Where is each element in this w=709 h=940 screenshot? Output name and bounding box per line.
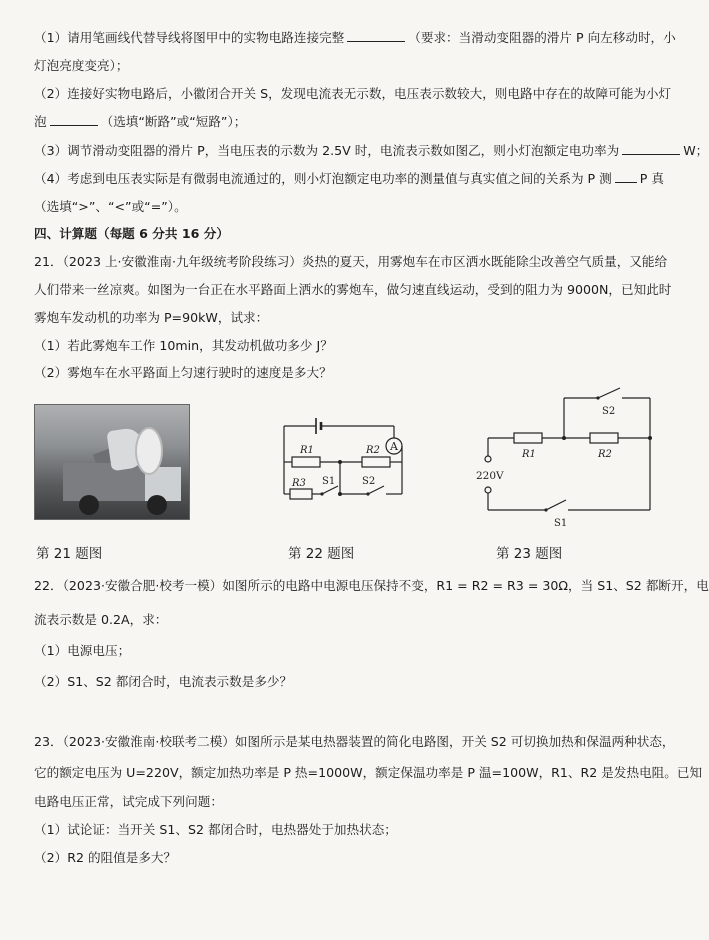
- q21-sub2: （2）雾炮车在水平路面上匀速行驶时的速度是多大？: [34, 365, 332, 380]
- q20-part1-requirement: （要求：当滑动变阻器的滑片 P 向左移动时，小: [408, 30, 676, 45]
- q22-line2: 流表示数是 0.2A，求：: [34, 612, 168, 627]
- answer-blank[interactable]: [622, 153, 680, 155]
- label-s2: S2: [602, 406, 616, 417]
- q21-line2: 人们带来一丝凉爽。如图为一台正在水平路面上洒水的雾炮车，做匀速直线运动，受到的阻力为 9000N，已知此时: [34, 282, 672, 297]
- answer-blank[interactable]: [347, 40, 405, 42]
- q21-line3: 雾炮车发动机的功率为 P=90kW，试求：: [34, 310, 269, 325]
- q20-part2-line: （2）连接好实物电路后，小徽闭合开关 S，发现电流表无示数，电压表示数较大，则电路中存在的故障可能为小灯: [34, 86, 672, 101]
- q20-part2-options: （选填“断路”或“短路”）；: [100, 114, 247, 129]
- caption-fig22: 第 22 题图: [288, 546, 355, 562]
- label-r3: R3: [292, 478, 306, 489]
- q20-part4-line: [34, 171, 664, 187]
- q23-sub1: （1）试论证：当开关 S1、S2 都闭合时，电热器处于加热状态；: [34, 822, 397, 837]
- q23-sub2: （2）R2 的阻值是多大？: [34, 850, 177, 865]
- circuit-diagram-22: [278, 412, 428, 512]
- q20-part4-text: （4）考虑到电压表实际是有微弱电流通过的，则小灯泡额定电功率的测量值与真实值之间的关系为 P 测: [34, 171, 612, 186]
- q20-part3-text: （3）调节滑动变阻器的滑片 P，当电压表的示数为 2.5V 时，电流表示数如图乙，则小灯泡额定电功率为: [34, 143, 620, 158]
- q20-part1-text: （1）请用笔画线代替导线将图甲中的实物电路连接完整: [34, 30, 345, 45]
- label-r2: R2: [366, 445, 380, 456]
- q21-sub1: （1）若此雾炮车工作 10min，其发动机做功多少 J？: [34, 338, 333, 353]
- label-s2: S2: [362, 476, 376, 487]
- label-voltage: 220V: [476, 470, 504, 482]
- answer-blank[interactable]: [50, 124, 98, 126]
- caption-fig23: 第 23 题图: [496, 546, 563, 562]
- fog-cannon-truck-photo: [34, 404, 190, 520]
- label-s1: S1: [322, 476, 336, 487]
- label-r2: R2: [598, 449, 612, 460]
- q20-part1-line: [34, 30, 676, 46]
- q20-part4-options: （选填“>”、“<”或“=”）。: [34, 199, 187, 214]
- q20-part1-cont: 灯泡亮度变亮）；: [34, 58, 129, 73]
- ammeter-label: A: [390, 440, 398, 453]
- answer-blank[interactable]: [615, 181, 637, 183]
- q22-sub1: （1）电源电压；: [34, 643, 131, 658]
- q23-line2: 它的额定电压为 U=220V，额定加热功率是 P 热=1000W，额定保温功率是 P 温=100W，R1、R2 是发热电阻。已知: [34, 765, 703, 780]
- label-r1: R1: [300, 445, 314, 456]
- q20-part3-unit: W；: [683, 143, 709, 158]
- q22-sub2: （2）S1、S2 都闭合时，电流表示数是多少？: [34, 674, 293, 689]
- section-heading: 四、计算题（每题 6 分共 16 分）: [34, 226, 229, 241]
- q20-part4-ptrue: P 真: [639, 171, 664, 186]
- caption-fig21: 第 21 题图: [36, 546, 103, 562]
- q21-line1: 21．（2023 上·安徽淮南·九年级统考阶段练习）炎热的夏天，用雾炮车在市区洒水既能除尘改善空气质量，又能给: [34, 254, 668, 269]
- q20-part3-line: [34, 143, 708, 159]
- q20-part2-cont: [34, 114, 246, 130]
- q20-part2-word: 泡: [34, 114, 47, 129]
- q22-line1: 22．（2023·安徽合肥·校考一模）如图所示的电路中电源电压保持不变，R1 = R2 = R3 = 30Ω，当 S1、S2 都断开，电: [34, 578, 709, 593]
- circuit-diagram-23: [470, 386, 660, 536]
- q23-line3: 电路电压正常，试完成下列问题：: [34, 794, 223, 809]
- label-s1: S1: [554, 518, 568, 529]
- q23-line1: 23．（2023·安徽淮南·校联考二模）如图所示是某电热器装置的简化电路图，开关 S2 可切换加热和保温两种状态，: [34, 734, 675, 749]
- label-r1: R1: [522, 449, 536, 460]
